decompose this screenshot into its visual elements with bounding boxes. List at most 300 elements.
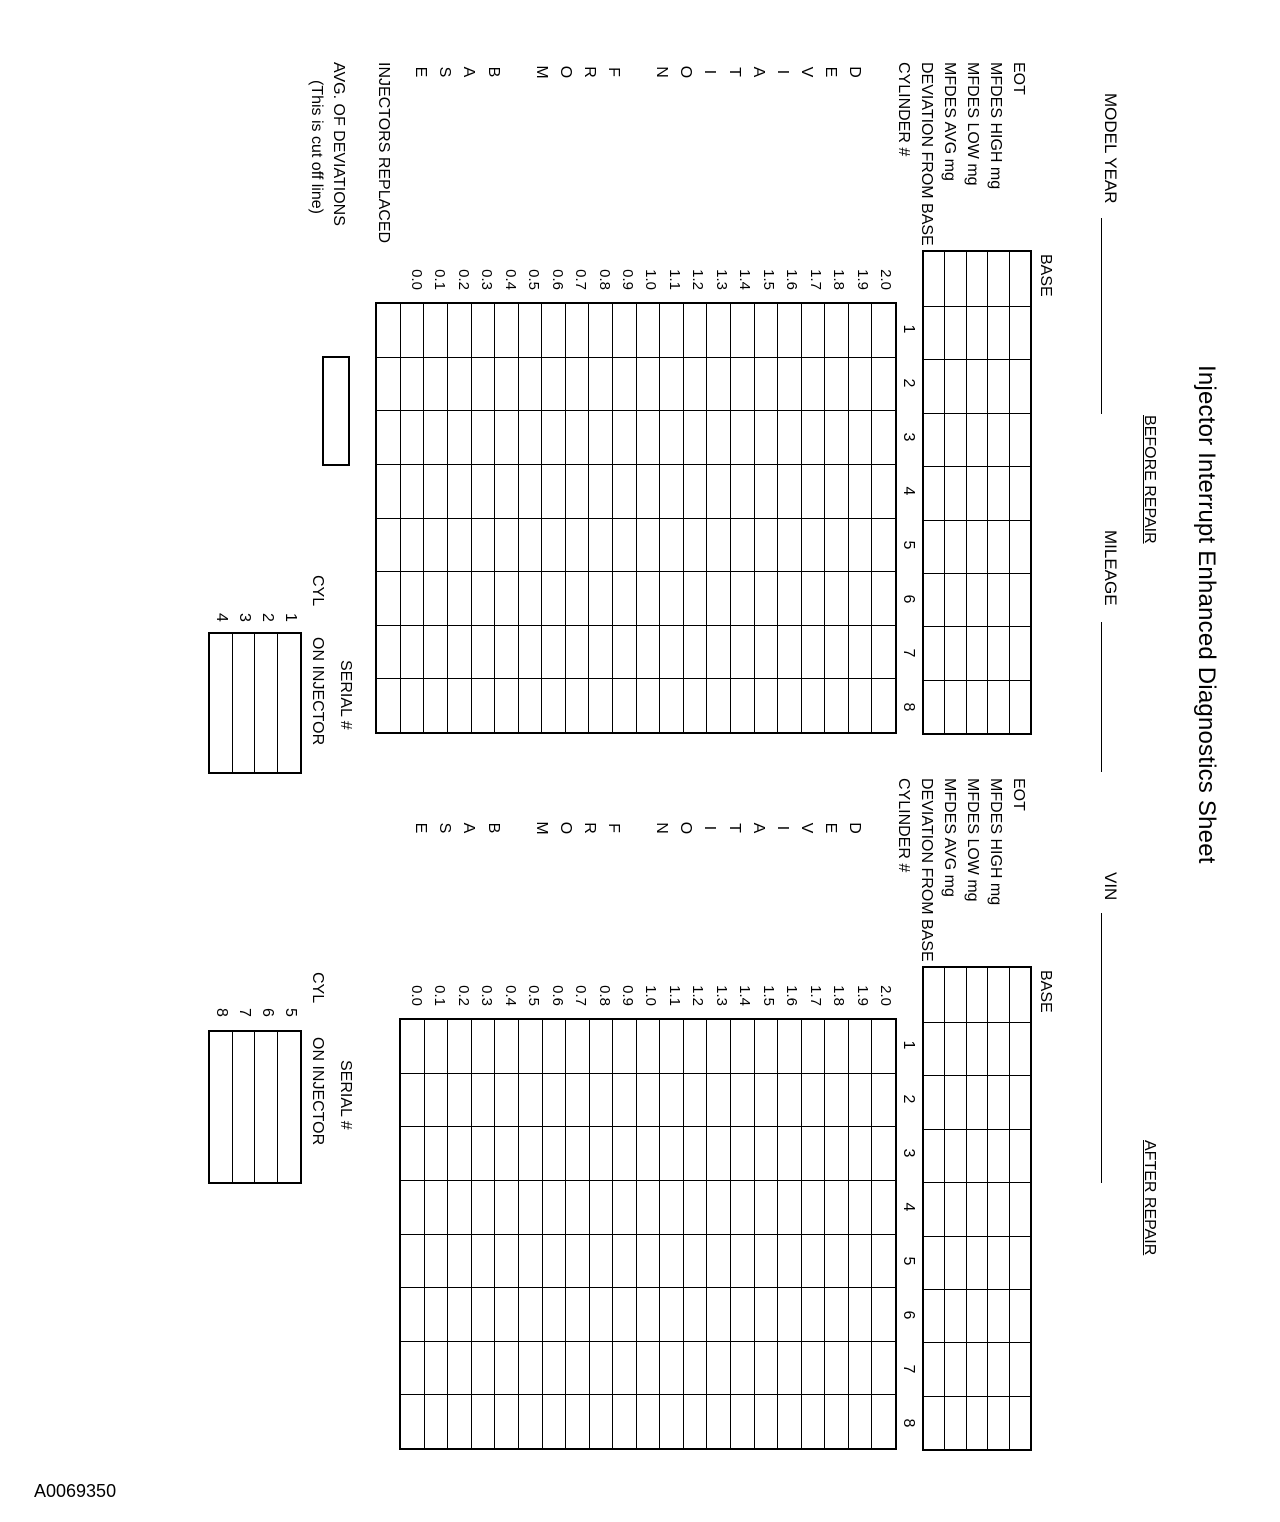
deviation-grid-cell[interactable] (754, 679, 778, 733)
deviation-grid-cell[interactable] (683, 1341, 707, 1395)
before-cell[interactable] (945, 413, 966, 466)
before-cell[interactable] (988, 413, 1009, 466)
deviation-grid-cell[interactable] (848, 464, 872, 518)
deviation-grid-cell[interactable] (848, 1341, 872, 1395)
deviation-grid-cell[interactable] (377, 304, 401, 358)
vin-field[interactable] (1101, 913, 1102, 1183)
after-base-cell[interactable] (988, 968, 1009, 1023)
deviation-grid-cell[interactable] (471, 625, 495, 679)
deviation-grid-cell[interactable] (542, 518, 566, 572)
deviation-grid-cell[interactable] (589, 1127, 613, 1181)
before-base-cell[interactable] (924, 252, 945, 307)
deviation-grid-cell[interactable] (778, 1073, 802, 1127)
deviation-grid-cell[interactable] (848, 1020, 872, 1074)
deviation-grid-cell[interactable] (589, 357, 613, 411)
deviation-grid-cell[interactable] (801, 1180, 825, 1234)
deviation-grid-cell[interactable] (424, 1073, 448, 1127)
deviation-grid-cell[interactable] (660, 1341, 684, 1395)
deviation-grid-cell[interactable] (872, 1020, 896, 1074)
deviation-grid-cell[interactable] (589, 572, 613, 626)
deviation-grid-cell[interactable] (613, 1180, 637, 1234)
before-base-cell[interactable] (988, 252, 1009, 307)
deviation-grid-cell[interactable] (613, 1341, 637, 1395)
after-cell[interactable] (966, 1183, 987, 1236)
deviation-grid-cell[interactable] (613, 1288, 637, 1342)
deviation-grid-cell[interactable] (424, 679, 448, 733)
deviation-grid-cell[interactable] (589, 464, 613, 518)
deviation-grid-cell[interactable] (660, 464, 684, 518)
deviation-grid-cell[interactable] (778, 411, 802, 465)
deviation-grid-cell[interactable] (400, 304, 424, 358)
before-cell[interactable] (966, 360, 987, 413)
before-base-cell[interactable] (966, 252, 987, 307)
deviation-grid-cell[interactable] (542, 1341, 566, 1395)
deviation-grid-cell[interactable] (778, 679, 802, 733)
deviation-grid-cell[interactable] (801, 1073, 825, 1127)
deviation-grid-cell[interactable] (613, 1127, 637, 1181)
deviation-grid-cell[interactable] (424, 625, 448, 679)
after-cell[interactable] (988, 1183, 1009, 1236)
deviation-grid-cell[interactable] (565, 518, 589, 572)
deviation-grid-cell[interactable] (754, 1073, 778, 1127)
before-cell[interactable] (1009, 627, 1030, 680)
serial-entry[interactable] (278, 1032, 301, 1183)
after-cell[interactable] (924, 1396, 945, 1449)
after-cell[interactable] (924, 1236, 945, 1289)
deviation-grid-cell[interactable] (377, 357, 401, 411)
after-cell[interactable] (966, 1396, 987, 1449)
before-cell[interactable] (924, 467, 945, 520)
deviation-grid-cell[interactable] (589, 1180, 613, 1234)
deviation-grid-cell[interactable] (825, 1341, 849, 1395)
deviation-grid-cell[interactable] (613, 1073, 637, 1127)
before-cell[interactable] (988, 360, 1009, 413)
deviation-grid-cell[interactable] (754, 572, 778, 626)
deviation-grid-cell[interactable] (778, 1020, 802, 1074)
deviation-grid-cell[interactable] (377, 518, 401, 572)
deviation-grid-cell[interactable] (401, 1341, 425, 1395)
deviation-grid-cell[interactable] (565, 464, 589, 518)
after-base-cell[interactable] (924, 968, 945, 1023)
deviation-grid-cell[interactable] (565, 572, 589, 626)
deviation-grid-cell[interactable] (400, 625, 424, 679)
deviation-grid-cell[interactable] (471, 411, 495, 465)
deviation-grid-cell[interactable] (519, 1234, 543, 1288)
deviation-grid-cell[interactable] (471, 1020, 495, 1074)
deviation-grid-cell[interactable] (872, 464, 896, 518)
deviation-grid-cell[interactable] (401, 1234, 425, 1288)
deviation-grid-cell[interactable] (495, 1341, 519, 1395)
before-cell[interactable] (924, 520, 945, 573)
before-cell[interactable] (1009, 520, 1030, 573)
deviation-grid-cell[interactable] (754, 1127, 778, 1181)
deviation-grid-cell[interactable] (848, 1288, 872, 1342)
deviation-grid-cell[interactable] (424, 304, 448, 358)
deviation-grid-cell[interactable] (825, 625, 849, 679)
deviation-grid-cell[interactable] (424, 1395, 448, 1449)
after-cell[interactable] (988, 1396, 1009, 1449)
after-cell[interactable] (966, 1129, 987, 1182)
after-cell[interactable] (1009, 1289, 1030, 1342)
deviation-grid-cell[interactable] (848, 1073, 872, 1127)
serial-entry[interactable] (278, 634, 301, 773)
deviation-grid-cell[interactable] (731, 1234, 755, 1288)
deviation-grid-cell[interactable] (660, 1288, 684, 1342)
deviation-grid-cell[interactable] (660, 1073, 684, 1127)
before-cell[interactable] (924, 680, 945, 733)
deviation-grid-cell[interactable] (565, 411, 589, 465)
deviation-grid-cell[interactable] (731, 1341, 755, 1395)
deviation-grid-cell[interactable] (801, 1395, 825, 1449)
deviation-grid-cell[interactable] (566, 1234, 590, 1288)
deviation-grid-cell[interactable] (400, 464, 424, 518)
before-cell[interactable] (945, 307, 966, 360)
deviation-grid-cell[interactable] (424, 1127, 448, 1181)
deviation-grid-cell[interactable] (518, 518, 542, 572)
deviation-grid-cell[interactable] (565, 625, 589, 679)
deviation-grid-cell[interactable] (660, 1127, 684, 1181)
deviation-grid-cell[interactable] (613, 304, 637, 358)
deviation-grid-cell[interactable] (542, 625, 566, 679)
deviation-grid-cell[interactable] (848, 304, 872, 358)
deviation-grid-cell[interactable] (778, 572, 802, 626)
deviation-grid-cell[interactable] (471, 572, 495, 626)
before-base-cell[interactable] (1009, 252, 1030, 307)
deviation-grid-cell[interactable] (448, 625, 472, 679)
deviation-grid-cell[interactable] (660, 357, 684, 411)
deviation-grid-cell[interactable] (707, 1180, 731, 1234)
after-cell[interactable] (945, 1396, 966, 1449)
deviation-grid-cell[interactable] (565, 679, 589, 733)
deviation-grid-cell[interactable] (872, 1234, 896, 1288)
after-cell[interactable] (966, 1343, 987, 1396)
deviation-grid-cell[interactable] (401, 1073, 425, 1127)
after-cell[interactable] (988, 1289, 1009, 1342)
deviation-grid-cell[interactable] (401, 1127, 425, 1181)
deviation-grid-cell[interactable] (448, 1020, 472, 1074)
deviation-grid-cell[interactable] (566, 1127, 590, 1181)
deviation-grid-cell[interactable] (589, 625, 613, 679)
before-cell[interactable] (966, 307, 987, 360)
deviation-grid-cell[interactable] (636, 572, 660, 626)
deviation-grid-cell[interactable] (518, 357, 542, 411)
after-cell[interactable] (1009, 1236, 1030, 1289)
after-cell[interactable] (945, 1289, 966, 1342)
deviation-grid-cell[interactable] (848, 679, 872, 733)
deviation-grid-cell[interactable] (495, 357, 519, 411)
deviation-grid-cell[interactable] (660, 1180, 684, 1234)
deviation-grid-cell[interactable] (566, 1073, 590, 1127)
deviation-grid-cell[interactable] (471, 304, 495, 358)
before-cell[interactable] (945, 520, 966, 573)
deviation-grid-cell[interactable] (636, 1020, 660, 1074)
deviation-grid-cell[interactable] (707, 411, 731, 465)
deviation-grid-cell[interactable] (495, 1127, 519, 1181)
deviation-grid-cell[interactable] (589, 1288, 613, 1342)
after-cell[interactable] (966, 1076, 987, 1129)
before-cell[interactable] (966, 467, 987, 520)
before-cell[interactable] (945, 360, 966, 413)
deviation-grid-cell[interactable] (401, 1288, 425, 1342)
deviation-grid-cell[interactable] (683, 1395, 707, 1449)
deviation-grid-cell[interactable] (801, 357, 825, 411)
deviation-grid-cell[interactable] (778, 357, 802, 411)
deviation-grid-cell[interactable] (519, 1180, 543, 1234)
deviation-grid-cell[interactable] (471, 1234, 495, 1288)
deviation-grid-cell[interactable] (400, 411, 424, 465)
deviation-grid-cell[interactable] (801, 572, 825, 626)
mileage-field[interactable] (1101, 622, 1102, 772)
deviation-grid-cell[interactable] (589, 304, 613, 358)
deviation-grid-cell[interactable] (613, 679, 637, 733)
deviation-grid-cell[interactable] (872, 572, 896, 626)
after-cell[interactable] (988, 1076, 1009, 1129)
deviation-grid-cell[interactable] (519, 1073, 543, 1127)
deviation-grid-cell[interactable] (566, 1341, 590, 1395)
deviation-grid-cell[interactable] (801, 1234, 825, 1288)
serial-entry[interactable] (255, 634, 278, 773)
deviation-grid-cell[interactable] (825, 572, 849, 626)
deviation-grid-cell[interactable] (848, 1395, 872, 1449)
deviation-grid-cell[interactable] (778, 1180, 802, 1234)
deviation-grid-cell[interactable] (424, 411, 448, 465)
before-cell[interactable] (988, 627, 1009, 680)
deviation-grid-cell[interactable] (495, 679, 519, 733)
deviation-grid-cell[interactable] (636, 1395, 660, 1449)
deviation-grid-cell[interactable] (801, 1020, 825, 1074)
deviation-grid-cell[interactable] (778, 1341, 802, 1395)
after-cell[interactable] (1009, 1076, 1030, 1129)
deviation-grid-cell[interactable] (495, 464, 519, 518)
deviation-grid-cell[interactable] (660, 1395, 684, 1449)
before-cell[interactable] (988, 520, 1009, 573)
deviation-grid-cell[interactable] (660, 679, 684, 733)
before-avg-box[interactable] (322, 356, 350, 466)
deviation-grid-cell[interactable] (754, 625, 778, 679)
after-cell[interactable] (1009, 1129, 1030, 1182)
after-cell[interactable] (1009, 1396, 1030, 1449)
deviation-grid-cell[interactable] (471, 357, 495, 411)
before-cell[interactable] (945, 467, 966, 520)
after-cell[interactable] (924, 1343, 945, 1396)
deviation-grid-cell[interactable] (730, 304, 754, 358)
deviation-grid-cell[interactable] (613, 464, 637, 518)
deviation-grid-cell[interactable] (495, 304, 519, 358)
after-cell[interactable] (924, 1183, 945, 1236)
deviation-grid-cell[interactable] (778, 1288, 802, 1342)
deviation-grid-cell[interactable] (636, 357, 660, 411)
after-base-cell[interactable] (945, 968, 966, 1023)
deviation-grid-cell[interactable] (636, 1234, 660, 1288)
deviation-grid-cell[interactable] (542, 464, 566, 518)
deviation-grid-cell[interactable] (636, 464, 660, 518)
deviation-grid-cell[interactable] (636, 304, 660, 358)
after-cell[interactable] (988, 1023, 1009, 1076)
deviation-grid-cell[interactable] (636, 679, 660, 733)
before-cell[interactable] (924, 360, 945, 413)
deviation-grid-cell[interactable] (495, 411, 519, 465)
deviation-grid-cell[interactable] (448, 1341, 472, 1395)
deviation-grid-cell[interactable] (448, 357, 472, 411)
before-cell[interactable] (1009, 467, 1030, 520)
deviation-grid-cell[interactable] (542, 1020, 566, 1074)
deviation-grid-cell[interactable] (519, 1395, 543, 1449)
deviation-grid-cell[interactable] (683, 518, 707, 572)
deviation-grid-cell[interactable] (801, 518, 825, 572)
after-cell[interactable] (945, 1183, 966, 1236)
deviation-grid-cell[interactable] (872, 357, 896, 411)
deviation-grid-cell[interactable] (636, 518, 660, 572)
deviation-grid-cell[interactable] (448, 1234, 472, 1288)
deviation-grid-cell[interactable] (448, 518, 472, 572)
deviation-grid-cell[interactable] (613, 1234, 637, 1288)
deviation-grid-cell[interactable] (495, 518, 519, 572)
deviation-grid-cell[interactable] (495, 1020, 519, 1074)
after-cell[interactable] (924, 1076, 945, 1129)
deviation-grid-cell[interactable] (754, 1234, 778, 1288)
serial-entry[interactable] (232, 634, 255, 773)
after-cell[interactable] (988, 1129, 1009, 1182)
deviation-grid-cell[interactable] (542, 1395, 566, 1449)
deviation-grid-cell[interactable] (731, 1180, 755, 1234)
deviation-grid-cell[interactable] (848, 1234, 872, 1288)
deviation-grid-cell[interactable] (707, 1288, 731, 1342)
deviation-grid-cell[interactable] (542, 679, 566, 733)
deviation-grid-cell[interactable] (448, 679, 472, 733)
deviation-grid-cell[interactable] (825, 518, 849, 572)
deviation-grid-cell[interactable] (448, 1073, 472, 1127)
deviation-grid-cell[interactable] (848, 518, 872, 572)
deviation-grid-cell[interactable] (825, 1073, 849, 1127)
deviation-grid-cell[interactable] (872, 1341, 896, 1395)
deviation-grid-cell[interactable] (848, 357, 872, 411)
deviation-grid-cell[interactable] (518, 679, 542, 733)
deviation-grid-cell[interactable] (825, 1395, 849, 1449)
deviation-grid-cell[interactable] (825, 1020, 849, 1074)
deviation-grid-cell[interactable] (660, 1234, 684, 1288)
deviation-grid-cell[interactable] (636, 411, 660, 465)
deviation-grid-cell[interactable] (400, 572, 424, 626)
before-cell[interactable] (988, 467, 1009, 520)
before-cell[interactable] (988, 573, 1009, 626)
deviation-grid-cell[interactable] (424, 1341, 448, 1395)
deviation-grid-cell[interactable] (424, 518, 448, 572)
after-cell[interactable] (945, 1236, 966, 1289)
deviation-grid-cell[interactable] (565, 304, 589, 358)
deviation-grid-cell[interactable] (801, 304, 825, 358)
deviation-grid-cell[interactable] (707, 518, 731, 572)
deviation-grid-cell[interactable] (825, 1234, 849, 1288)
deviation-grid-cell[interactable] (448, 572, 472, 626)
deviation-grid-cell[interactable] (778, 518, 802, 572)
deviation-grid-cell[interactable] (448, 411, 472, 465)
deviation-grid-cell[interactable] (754, 1341, 778, 1395)
deviation-grid-cell[interactable] (613, 1395, 637, 1449)
deviation-grid-cell[interactable] (495, 1395, 519, 1449)
deviation-grid-cell[interactable] (377, 411, 401, 465)
deviation-grid-cell[interactable] (707, 304, 731, 358)
deviation-grid-cell[interactable] (754, 1020, 778, 1074)
deviation-grid-cell[interactable] (683, 1127, 707, 1181)
after-cell[interactable] (924, 1023, 945, 1076)
deviation-grid-cell[interactable] (566, 1395, 590, 1449)
deviation-grid-cell[interactable] (848, 411, 872, 465)
after-cell[interactable] (988, 1343, 1009, 1396)
deviation-grid-cell[interactable] (683, 1020, 707, 1074)
deviation-grid-cell[interactable] (589, 1020, 613, 1074)
deviation-grid-cell[interactable] (825, 411, 849, 465)
after-cell[interactable] (924, 1289, 945, 1342)
deviation-grid-cell[interactable] (801, 679, 825, 733)
deviation-grid-cell[interactable] (731, 1020, 755, 1074)
deviation-grid-cell[interactable] (589, 1341, 613, 1395)
deviation-grid-cell[interactable] (448, 1288, 472, 1342)
deviation-grid-cell[interactable] (872, 518, 896, 572)
deviation-grid-cell[interactable] (754, 464, 778, 518)
before-cell[interactable] (1009, 680, 1030, 733)
deviation-grid-cell[interactable] (613, 625, 637, 679)
deviation-grid-cell[interactable] (801, 464, 825, 518)
deviation-grid-cell[interactable] (636, 1180, 660, 1234)
deviation-grid-cell[interactable] (801, 411, 825, 465)
serial-entry[interactable] (210, 1032, 233, 1183)
deviation-grid-cell[interactable] (848, 1180, 872, 1234)
deviation-grid-cell[interactable] (377, 625, 401, 679)
deviation-grid-cell[interactable] (542, 1127, 566, 1181)
deviation-grid-cell[interactable] (589, 1395, 613, 1449)
deviation-grid-cell[interactable] (683, 304, 707, 358)
deviation-grid-cell[interactable] (636, 1341, 660, 1395)
deviation-grid-cell[interactable] (519, 1127, 543, 1181)
after-base-cell[interactable] (966, 968, 987, 1023)
deviation-grid-cell[interactable] (660, 304, 684, 358)
deviation-grid-cell[interactable] (707, 679, 731, 733)
deviation-grid-cell[interactable] (495, 625, 519, 679)
serial-entry[interactable] (210, 634, 233, 773)
deviation-grid-cell[interactable] (377, 464, 401, 518)
deviation-grid-cell[interactable] (518, 572, 542, 626)
serial-entry[interactable] (255, 1032, 278, 1183)
deviation-grid-cell[interactable] (660, 518, 684, 572)
deviation-grid-cell[interactable] (471, 464, 495, 518)
deviation-grid-cell[interactable] (872, 411, 896, 465)
deviation-grid-cell[interactable] (731, 1073, 755, 1127)
deviation-grid-cell[interactable] (730, 464, 754, 518)
deviation-grid-cell[interactable] (730, 357, 754, 411)
deviation-grid-cell[interactable] (825, 357, 849, 411)
deviation-grid-cell[interactable] (589, 679, 613, 733)
deviation-grid-cell[interactable] (731, 1395, 755, 1449)
deviation-grid-cell[interactable] (778, 625, 802, 679)
deviation-grid-cell[interactable] (872, 625, 896, 679)
deviation-grid-cell[interactable] (848, 1127, 872, 1181)
deviation-grid-cell[interactable] (683, 679, 707, 733)
after-cell[interactable] (1009, 1343, 1030, 1396)
after-cell[interactable] (924, 1129, 945, 1182)
deviation-grid-cell[interactable] (825, 1288, 849, 1342)
deviation-grid-cell[interactable] (731, 1127, 755, 1181)
deviation-grid-cell[interactable] (801, 1127, 825, 1181)
after-cell[interactable] (966, 1236, 987, 1289)
deviation-grid-cell[interactable] (801, 1288, 825, 1342)
deviation-grid-cell[interactable] (754, 357, 778, 411)
deviation-grid-cell[interactable] (754, 411, 778, 465)
deviation-grid-cell[interactable] (401, 1180, 425, 1234)
deviation-grid-cell[interactable] (589, 411, 613, 465)
deviation-grid-cell[interactable] (424, 1180, 448, 1234)
deviation-grid-cell[interactable] (542, 1234, 566, 1288)
deviation-grid-cell[interactable] (660, 411, 684, 465)
